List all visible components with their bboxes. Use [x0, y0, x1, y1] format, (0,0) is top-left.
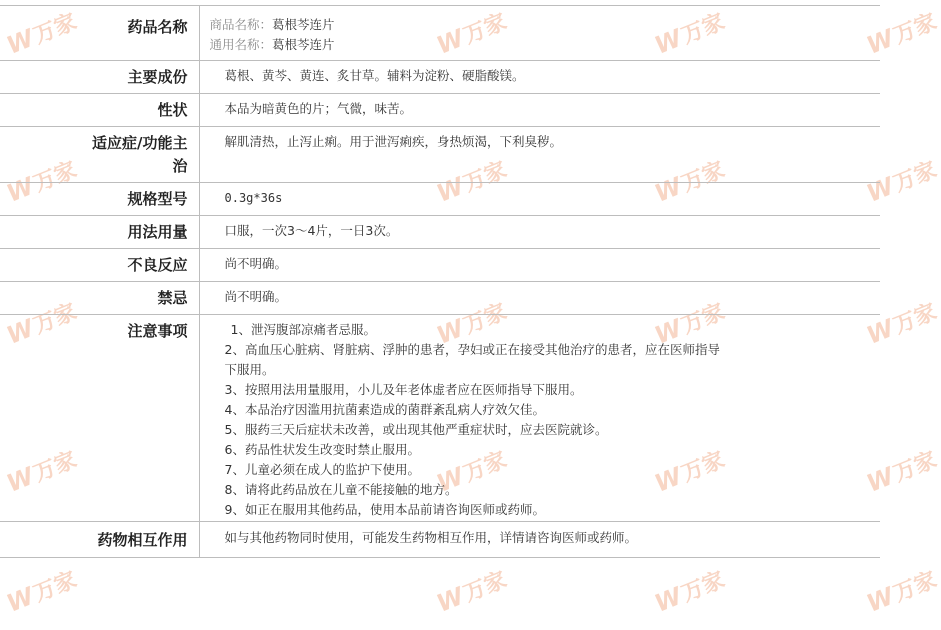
- value-indications: 解肌清热，止泻止痢。用于泄泻痢疾，身热烦渴，下利臭秽。: [199, 127, 880, 183]
- row-interactions: [0, 522, 880, 558]
- watermark-logo: W万家: [432, 567, 511, 618]
- watermark-logo: W万家: [650, 567, 729, 618]
- watermark-logo: W万家: [862, 567, 941, 618]
- label-adverse: 不良反应: [0, 249, 199, 282]
- trade-name-value: 葛根芩连片: [272, 17, 335, 32]
- row-indications: [0, 127, 880, 183]
- label-dosage: 用法用量: [0, 216, 199, 249]
- row-adverse: [0, 249, 880, 282]
- watermark-logo: W万家: [2, 447, 81, 498]
- value-adverse: 尚不明确。: [199, 249, 880, 282]
- drug-spec-table: [0, 5, 880, 558]
- value-precautions: [199, 315, 880, 522]
- value-contraindications: 尚不明确。: [199, 282, 880, 315]
- row-spec: [0, 183, 880, 216]
- trade-name: [210, 15, 871, 35]
- precaution-item: 7、儿童必须在成人的监护下使用。: [224, 462, 420, 477]
- precaution-item: 下服用。: [224, 362, 275, 377]
- value-ingredients: 葛根、黄芩、黄连、炙甘草。辅料为淀粉、硬脂酸镁。: [199, 61, 880, 94]
- label-ingredients: 主要成份: [0, 61, 199, 94]
- watermark-logo: W万家: [650, 9, 729, 60]
- watermark-logo: W万家: [2, 9, 81, 60]
- watermark-logo: W万家: [650, 299, 729, 350]
- label-interactions: 药物相互作用: [0, 522, 199, 558]
- precaution-item: 5、服药三天后症状未改善，或出现其他严重症状时，应去医院就诊。: [224, 422, 608, 437]
- watermark-logo: W万家: [650, 447, 729, 498]
- generic-name-value: 葛根芩连片: [272, 37, 335, 52]
- watermark-logo: W万家: [432, 299, 511, 350]
- watermark-logo: W万家: [432, 157, 511, 208]
- precaution-item: 2、高血压心脏病、肾脏病、浮肿的患者，孕妇或正在接受其他治疗的患者，应在医师指导: [224, 342, 720, 357]
- value-dosage: 口服，一次3～4片，一日3次。: [199, 216, 880, 249]
- row-drug-name: [0, 6, 880, 61]
- value-drug-name: [199, 6, 880, 61]
- watermark-logo: W万家: [862, 447, 941, 498]
- watermark-logo: W万家: [432, 447, 511, 498]
- value-properties: 本品为暗黄色的片；气微，味苦。: [199, 94, 880, 127]
- label-contraindications: 禁忌: [0, 282, 199, 315]
- row-ingredients: [0, 61, 880, 94]
- row-dosage: [0, 216, 880, 249]
- watermark-logo: W万家: [432, 9, 511, 60]
- value-interactions: 如与其他药物同时使用，可能发生药物相互作用，详情请咨询医师或药师。: [199, 522, 880, 558]
- watermark-logo: W万家: [650, 157, 729, 208]
- trade-name-prefix: 商品名称：: [209, 17, 273, 32]
- generic-name-prefix: 通用名称：: [209, 37, 273, 52]
- label-properties: 性状: [0, 94, 199, 127]
- watermark-logo: W万家: [862, 299, 941, 350]
- watermark-logo: W万家: [862, 157, 941, 208]
- row-precautions: [0, 315, 880, 522]
- precaution-item: 8、请将此药品放在儿童不能接触的地方。: [224, 482, 458, 497]
- label-spec: 规格型号: [0, 183, 199, 216]
- watermark-logo: W万家: [2, 157, 81, 208]
- generic-name: [210, 35, 871, 55]
- precaution-item: 4、本品治疗因滥用抗菌素造成的菌群紊乱病人疗效欠佳。: [224, 402, 545, 417]
- label-indications-line2: 治: [172, 157, 188, 175]
- label-drug-name: 药品名称: [0, 6, 199, 61]
- precaution-item: 1、泄泻腹部凉痛者忌服。: [230, 322, 376, 337]
- watermark-logo: W万家: [2, 567, 81, 618]
- row-properties: [0, 94, 880, 127]
- label-precautions: 注意事项: [0, 315, 199, 522]
- value-spec: 0.3g*36s: [199, 183, 880, 216]
- label-indications: [0, 127, 199, 183]
- precaution-item: 9、如正在服用其他药品，使用本品前请咨询医师或药师。: [224, 502, 545, 517]
- row-contraindications: [0, 282, 880, 315]
- watermark-logo: W万家: [2, 299, 81, 350]
- watermark-logo: W万家: [862, 9, 941, 60]
- precaution-item: 3、按照用法用量服用，小儿及年老体虚者应在医师指导下服用。: [224, 382, 583, 397]
- precaution-item: 6、药品性状发生改变时禁止服用。: [224, 442, 420, 457]
- label-indications-line1: 适应症/功能主: [92, 134, 188, 152]
